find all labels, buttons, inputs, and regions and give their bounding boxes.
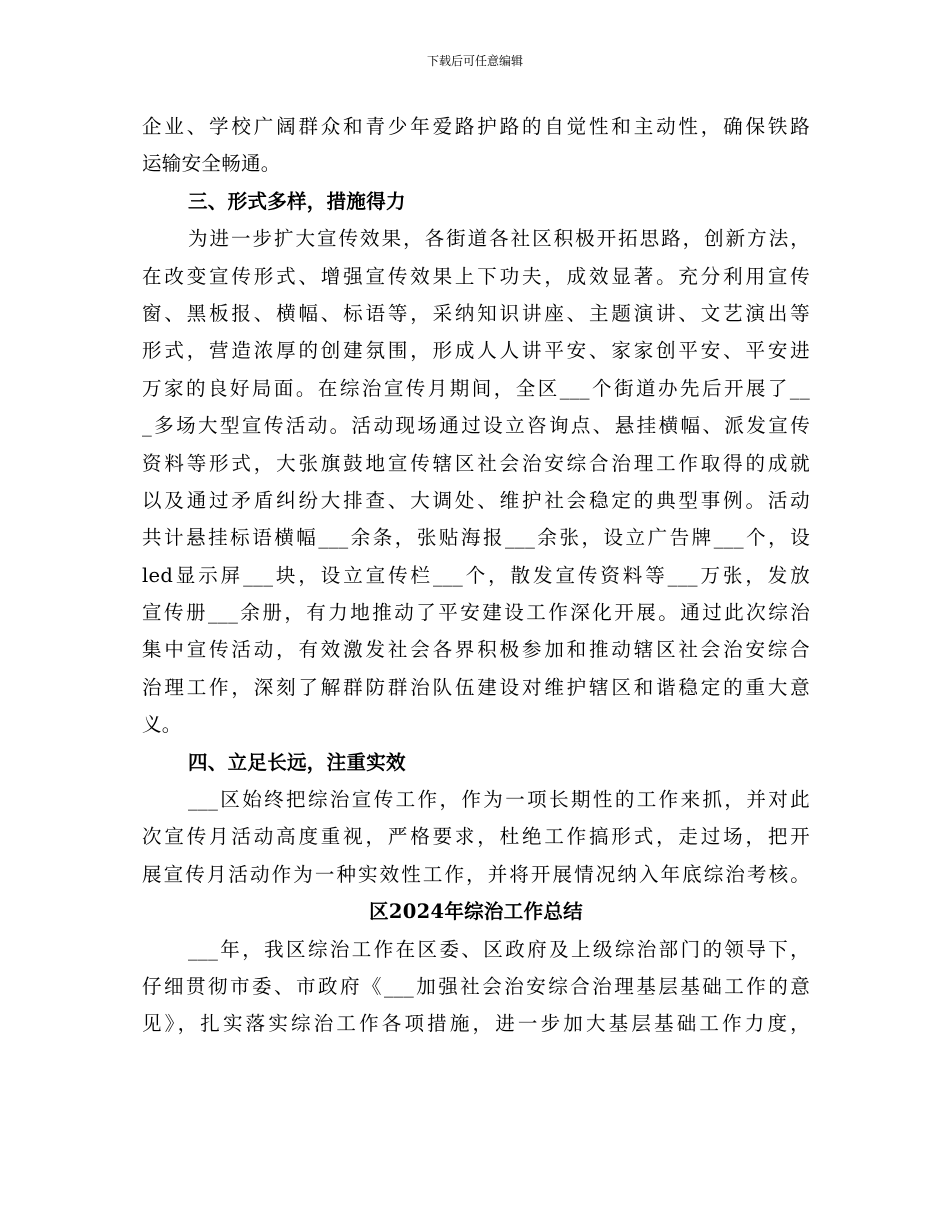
text-line: 企业、学校广阔群众和青少年爱路护路的自觉性和主动性，确保铁路	[142, 115, 810, 138]
paragraph-first-line: ___年，我区综治工作在区委、区政府及上级综治部门的领导下，	[188, 937, 810, 961]
text-line: 宣传册___余册，有力地推动了平安建设工作深化开展。通过此次综治	[142, 601, 810, 625]
paragraph-first-line: 为进一步扩大宣传效果，各街道各社区积极开拓思路，创新方法，	[188, 227, 810, 251]
text-line: 义。	[142, 713, 182, 737]
text-line: 仔细贯彻市委、市政府《___加强社会治安综合治理基层基础工作的意	[142, 974, 810, 998]
text-line: 以及通过矛盾纠纷大排查、大调处、维护社会稳定的典型事例。活动	[142, 488, 810, 512]
text-line: 窗、黑板报、横幅、标语等，采纳知识讲座、主题演讲、文艺演出等	[142, 301, 810, 325]
text-line: 见》，扎实落实综治工作各项措施，进一步加大基层基础工作力度，	[142, 1012, 810, 1036]
paragraph-first-line: ___区始终把综治宣传工作，作为一项长期性的工作来抓，并对此	[188, 788, 810, 812]
page-header: 下载后可任意编辑	[426, 54, 523, 68]
text-line: 资料等形式，大张旗鼓地宣传辖区社会治安综合治理工作取得的成就	[142, 451, 810, 475]
text-line: _多场大型宣传活动。活动现场通过设立咨询点、悬挂横幅、派发宣传	[142, 414, 810, 438]
section-heading: 三、形式多样，措施得力	[188, 189, 406, 213]
text-line: 形式，营造浓厚的创建氛围，形成人人讲平安、家家创平安、平安进	[142, 339, 810, 363]
text-line: 在改变宣传形式、增强宣传效果上下功夫，成效显著。充分利用宣传	[142, 264, 810, 288]
document-body	[142, 108, 810, 1043]
document-title: 区2024年综治工作总结	[369, 900, 583, 924]
text-line: 集中宣传活动，有效激发社会各界积极参加和推动辖区社会治安综合	[142, 638, 810, 662]
text-line: 次宣传月活动高度重视，严格要求，杜绝工作搞形式，走过场，把开	[142, 825, 810, 849]
text-line: 共计悬挂标语横幅___余条，张贴海报___余张，设立广告牌___个，设	[142, 526, 810, 550]
section-heading: 四、立足长远，注重实效	[188, 750, 406, 774]
text-line: 运输安全畅通。	[142, 152, 281, 176]
text-line: 治理工作，深刻了解群防群治队伍建设对维护辖区和谐稳定的重大意	[142, 675, 810, 699]
text-line: 万家的良好局面。在综治宣传月期间，全区___个街道办先后开展了__	[142, 376, 810, 400]
text-line: led显示屏___块，设立宣传栏___个，散发宣传资料等___万张，发放	[142, 563, 810, 587]
text-line: 展宣传月活动作为一种实效性工作，并将开展情况纳入年底综治考核。	[142, 862, 810, 886]
